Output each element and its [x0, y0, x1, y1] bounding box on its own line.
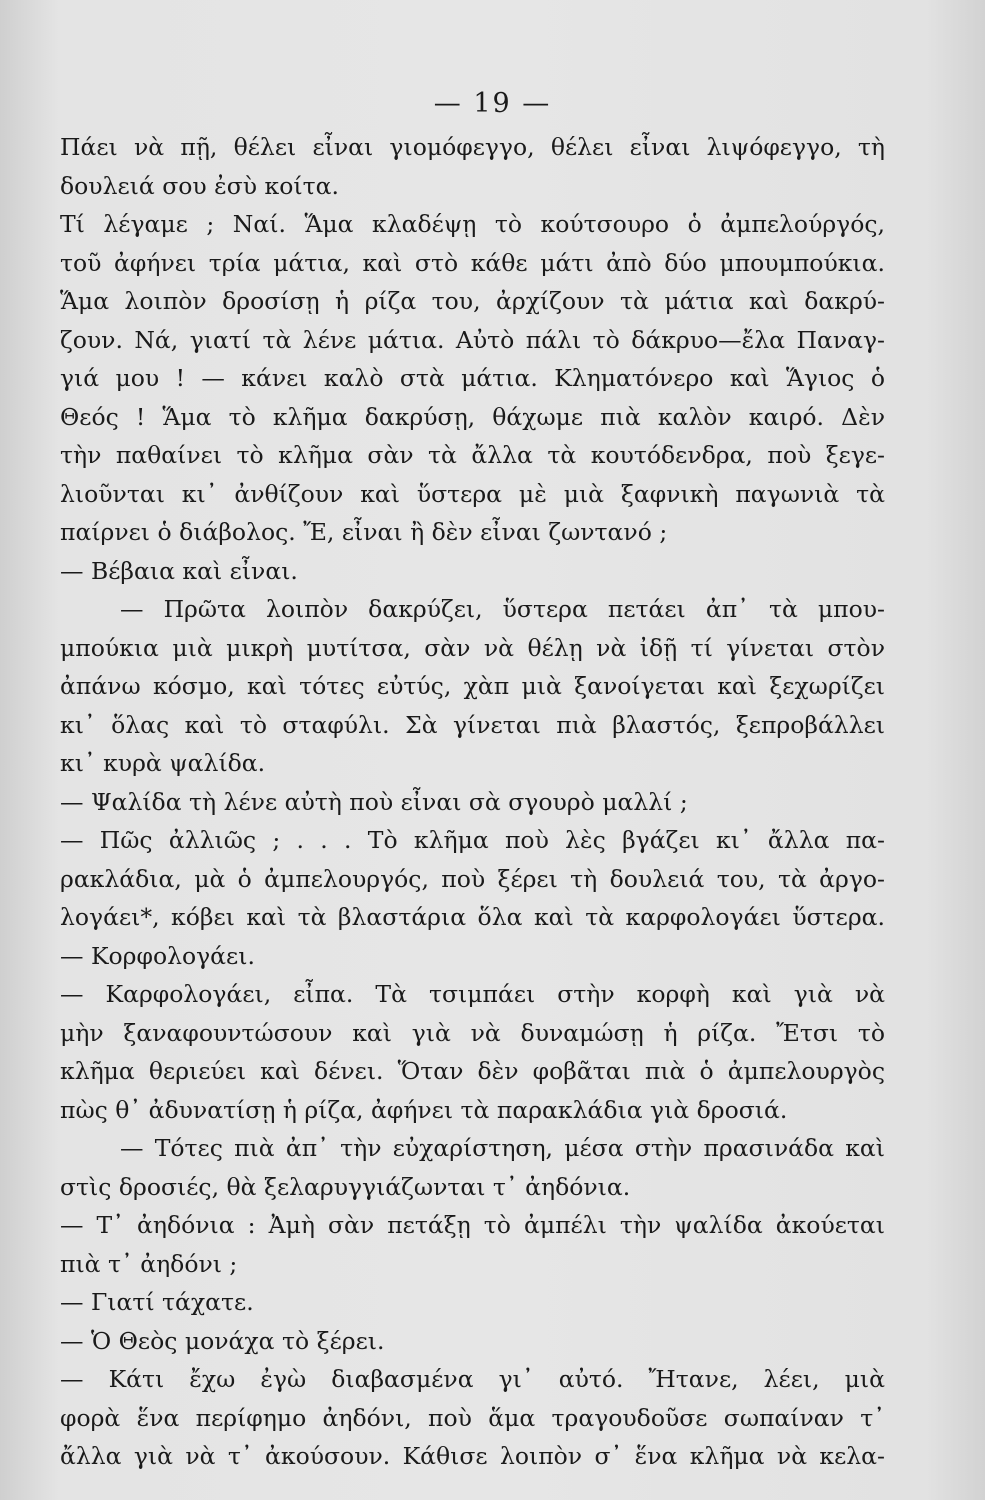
- text-line: — Τ᾽ ἀηδόνια : Ἀμὴ σὰν πετάξῃ τὸ ἀμπέλι τὴν ψαλίδα ἀκούεται: [60, 1211, 885, 1239]
- text-line: — Βέβαια καὶ εἶναι.: [60, 556, 298, 585]
- text-line: φορὰ ἕνα περίφημο ἀηδόνι, ποὺ ἅμα τραγουδοῦσε σωπαίναν τ᾽: [60, 1403, 885, 1432]
- text-line: ἄλλα γιὰ νὰ τ᾽ ἀκούσουν. Κάθισε λοιπὸν σ᾽ ἕνα κλῆμα νὰ κελα-: [60, 1442, 885, 1470]
- text-line: Ἅμα λοιπὸν δροσίσῃ ἡ ρίζα του, ἀρχίζουν τὰ μάτια καὶ δακρύ-: [60, 287, 885, 315]
- text-line: Θεός ! Ἅμα τὸ κλῆμα δακρύσῃ, θάχωμε πιὰ καλὸν καιρό. Δὲν: [60, 402, 885, 431]
- text-line: — Ὁ Θεὸς μονάχα τὸ ξέρει.: [60, 1326, 385, 1355]
- text-line: παίρνει ὁ διάβολος. Ἔ, εἶναι ἢ δὲν εἶναι ζωντανό ;: [60, 518, 668, 546]
- text-line: — Γιατί τάχατε.: [60, 1288, 254, 1316]
- text-line: λογάει*, κόβει καὶ τὰ βλαστάρια ὅλα καὶ τὰ καρφολογάει ὕστερα.: [60, 903, 885, 931]
- text-line: — Κορφολογάει.: [60, 941, 255, 970]
- text-line: τοῦ ἀφήνει τρία μάτια, καὶ στὸ κάθε μάτι ἀπὸ δύο μπουμπούκια.: [60, 248, 885, 277]
- text-line: κλῆμα θεριεύει καὶ δένει. Ὅταν δὲν φοβᾶται πιὰ ὁ ἀμπελουργὸς: [60, 1057, 885, 1085]
- text-line: — Τότες πιὰ ἀπ᾽ τὴν εὐχαρίστηση, μέσα στὴν πρασινάδα καὶ: [120, 1134, 885, 1162]
- text-line: τὴν παθαίνει τὸ κλῆμα σὰν τὰ ἄλλα τὰ κουτόδενδρα, ποὺ ξεγε-: [60, 441, 885, 469]
- text-line: στὶς δροσιές, θὰ ξελαρυγγιάζωνται τ᾽ ἀηδόνια.: [60, 1172, 631, 1201]
- text-line: πὼς θ᾽ ἀδυνατίσῃ ἡ ρίζα, ἀφήνει τὰ παρακλάδια γιὰ δροσιά.: [60, 1095, 788, 1124]
- text-line: — Ψαλίδα τὴ λένε αὐτὴ ποὺ εἶναι σὰ σγουρὸ μαλλί ;: [60, 787, 688, 816]
- page-number: — 19 —: [433, 88, 552, 119]
- text-line: — Καρφολογάει, εἶπα. Τὰ τσιμπάει στὴν κορφὴ καὶ γιὰ νὰ: [60, 980, 885, 1008]
- text-line: μπούκια μιὰ μικρὴ μυτίτσα, σὰν νὰ θέλῃ νὰ ἰδῇ τί γίνεται στὸν: [60, 633, 885, 662]
- text-line: ζουν. Νά, γιατί τὰ λένε μάτια. Αὐτὸ πάλι τὸ δάκρυο—ἔλα Παναγ-: [60, 325, 885, 354]
- text-line: Τί λέγαμε ; Ναί. Ἅμα κλαδέψῃ τὸ κούτσουρο ὁ ἀμπελούργός,: [60, 210, 885, 238]
- text-line: — Κάτι ἔχω ἐγὼ διαβασμένα γι᾽ αὐτό. Ἤτανε, λέει, μιὰ: [60, 1365, 885, 1393]
- text-line: — Πρῶτα λοιπὸν δακρύζει, ὕστερα πετάει ἀπ᾽ τὰ μπου-: [120, 595, 885, 623]
- body-text: [60, 128, 885, 1476]
- text-line: κι᾽ ὅλας καὶ τὸ σταφύλι. Σὰ γίνεται πιὰ βλαστός, ξεπροβάλλει: [60, 710, 885, 739]
- text-line: κι᾽ κυρὰ ψαλίδα.: [60, 749, 266, 777]
- text-line: ἀπάνω κόσμο, καὶ τότες εὐτύς, χὰπ μιὰ ξανοίγεται καὶ ξεχωρίζει: [60, 672, 885, 700]
- text-line: ρακλάδια, μὰ ὁ ἀμπελουργός, ποὺ ξέρει τὴ δουλειά του, τὰ ἀργο-: [60, 864, 885, 893]
- text-line: — Πῶς ἀλλιῶς ; . . . Τὸ κλῆμα ποὺ λὲς βγάζει κι᾽ ἄλλα πα-: [60, 826, 885, 854]
- text-line: μὴν ξαναφουντώσουν καὶ γιὰ νὰ δυναμώσῃ ἡ ρίζα. Ἔτσι τὸ: [60, 1018, 885, 1047]
- text-line: γιά μου ! — κάνει καλὸ στὰ μάτια. Κληματόνερο καὶ Ἅγιος ὁ: [60, 364, 885, 392]
- text-line: πιὰ τ᾽ ἀηδόνι ;: [60, 1249, 238, 1278]
- text-line: λιοῦνται κι᾽ ἀνθίζουν καὶ ὕστερα μὲ μιὰ ξαφνικὴ παγωνιὰ τὰ: [60, 479, 885, 508]
- text-line: δουλειά σου ἐσὺ κοίτα.: [60, 171, 339, 200]
- text-line: Πάει νὰ πῇ, θέλει εἶναι γιομόφεγγο, θέλει εἶναι λιψόφεγγο, τὴ: [60, 133, 885, 161]
